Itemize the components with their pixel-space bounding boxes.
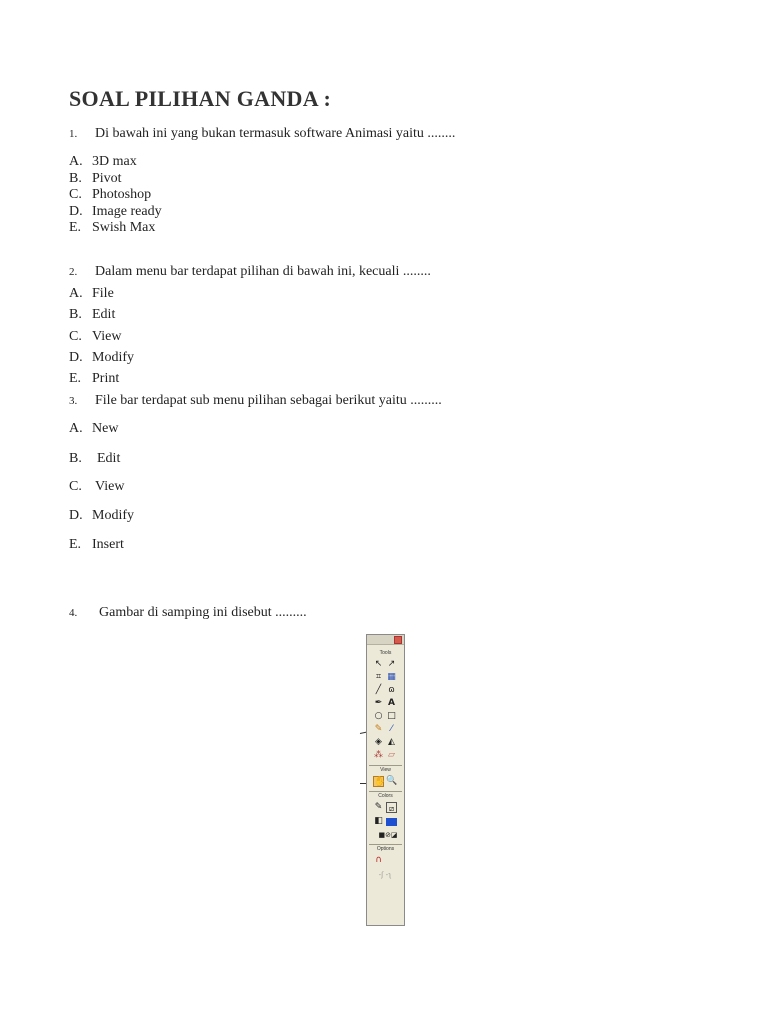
- option-2d[interactable]: [69, 350, 134, 366]
- option-letter: B.: [69, 451, 82, 466]
- option-letter: D.: [69, 350, 83, 365]
- option-text: 3D max: [92, 154, 137, 169]
- brush-icon[interactable]: ⁄: [390, 724, 393, 734]
- free-transform-icon[interactable]: ⌗: [375, 672, 382, 682]
- option-letter: E.: [69, 537, 82, 552]
- magnet-icon[interactable]: ∩: [375, 855, 382, 865]
- option-letter: B.: [69, 171, 82, 186]
- question-text: Dalam menu bar terdapat pilihan di bawah ini, kecuali ........: [95, 264, 431, 279]
- smooth-straighten-icon[interactable]: -ʃ -ʅ: [378, 871, 392, 879]
- option-text: View: [92, 329, 122, 344]
- option-text: Insert: [92, 537, 124, 552]
- pen-icon[interactable]: ✒: [374, 698, 383, 708]
- option-text: Modify: [92, 508, 134, 523]
- option-2e[interactable]: [69, 371, 119, 387]
- option-text: View: [95, 479, 125, 494]
- text-icon[interactable]: A: [388, 698, 395, 708]
- stroke-swatch-icon[interactable]: ⧄: [386, 802, 397, 813]
- subselect-icon[interactable]: ↗: [387, 659, 396, 669]
- page-title: SOAL PILIHAN GANDA :: [69, 86, 332, 111]
- option-2c[interactable]: [69, 329, 121, 345]
- question-1: [69, 126, 455, 142]
- option-text: Photoshop: [92, 187, 152, 202]
- option-1d[interactable]: [69, 204, 162, 220]
- option-letter: E.: [69, 371, 82, 386]
- option-3e[interactable]: [69, 537, 124, 553]
- option-letter: C.: [69, 329, 82, 344]
- option-letter: A.: [69, 286, 83, 301]
- section-divider: [369, 765, 402, 766]
- question-text: File bar terdapat sub menu pilihan sebagai berikut yaitu .........: [95, 393, 442, 408]
- question-4: [69, 605, 307, 621]
- question-number: 3.: [69, 395, 78, 407]
- oval-icon[interactable]: ○: [374, 711, 383, 721]
- lasso-icon[interactable]: ɷ: [388, 685, 395, 695]
- question-number: 1.: [69, 128, 78, 140]
- option-text: New: [92, 421, 119, 436]
- option-letter: B.: [69, 307, 82, 322]
- pencil-icon[interactable]: ✎: [374, 724, 383, 734]
- option-text: Print: [92, 371, 120, 386]
- fill-color-icon[interactable]: ◧: [374, 816, 383, 826]
- option-3a[interactable]: [69, 421, 118, 437]
- ink-bottle-icon[interactable]: ◈: [375, 737, 382, 747]
- option-1a[interactable]: [69, 154, 137, 170]
- toolbox-titlebar: [367, 635, 404, 645]
- option-text: Image ready: [92, 204, 162, 219]
- rectangle-icon[interactable]: □: [387, 711, 396, 721]
- question-2: [69, 264, 431, 280]
- option-letter: A.: [69, 154, 83, 169]
- question-text: Gambar di samping ini disebut .........: [99, 605, 307, 620]
- section-divider: [369, 791, 402, 792]
- question-number: 2.: [69, 266, 78, 278]
- option-letter: A.: [69, 421, 83, 436]
- option-3c[interactable]: [69, 479, 124, 495]
- arrow-icon[interactable]: ↖: [374, 659, 383, 669]
- option-text: Edit: [92, 307, 116, 322]
- option-text: Edit: [97, 451, 121, 466]
- stroke-color-icon[interactable]: ✎: [374, 802, 383, 812]
- eraser-icon[interactable]: ▱: [388, 750, 395, 760]
- zoom-icon[interactable]: 🔍: [386, 776, 398, 786]
- tools-section-label: Tools: [379, 650, 392, 656]
- option-letter: C.: [69, 479, 82, 494]
- close-icon[interactable]: [394, 636, 402, 644]
- fill-swatch-icon[interactable]: [386, 818, 397, 826]
- option-text: Swish Max: [92, 220, 156, 235]
- swap-colors-icon[interactable]: ■⊘◪: [378, 831, 398, 839]
- eyedropper-icon[interactable]: ⁂: [374, 750, 383, 760]
- view-section-label: View: [380, 767, 391, 773]
- option-1b[interactable]: [69, 171, 122, 187]
- section-divider: [369, 844, 402, 845]
- option-letter: E.: [69, 220, 82, 235]
- option-2b[interactable]: [69, 307, 115, 323]
- toolbox-panel: [366, 634, 405, 926]
- option-1c[interactable]: [69, 187, 151, 203]
- option-letter: D.: [69, 204, 83, 219]
- option-1e[interactable]: [69, 220, 155, 236]
- option-text: Pivot: [92, 171, 122, 186]
- option-text: Modify: [92, 350, 134, 365]
- hand-icon[interactable]: ✋: [374, 777, 386, 787]
- option-text: File: [92, 286, 114, 301]
- options-section-label: Options: [376, 846, 395, 852]
- question-3: [69, 393, 442, 409]
- question-number: 4.: [69, 607, 78, 619]
- option-letter: D.: [69, 508, 83, 523]
- question-text: Di bawah ini yang bukan termasuk software Animasi yaitu ........: [95, 126, 456, 141]
- option-2a[interactable]: [69, 286, 114, 302]
- colors-section-label: Colors: [378, 793, 393, 799]
- option-letter: C.: [69, 187, 82, 202]
- paint-bucket-icon[interactable]: ◭: [388, 737, 395, 747]
- fill-transform-icon[interactable]: ▦: [387, 672, 396, 682]
- option-3d[interactable]: [69, 508, 134, 524]
- option-3b[interactable]: [69, 451, 120, 467]
- line-icon[interactable]: ╱: [375, 685, 382, 695]
